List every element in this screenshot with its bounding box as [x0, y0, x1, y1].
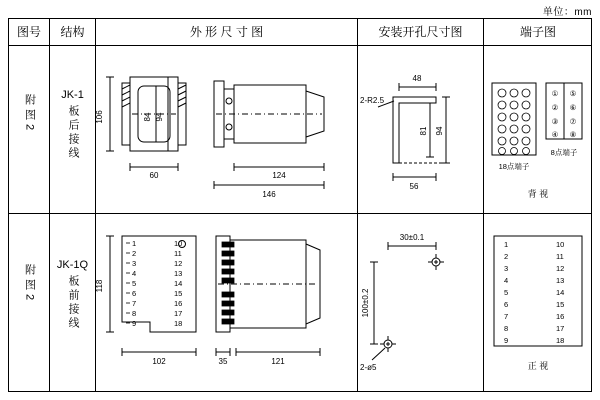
dim-94: 94 [435, 126, 444, 136]
dim-118: 118 [95, 279, 104, 293]
row2-term-11: 11 [174, 249, 182, 258]
terminal-num-1: ① [551, 89, 559, 98]
terminal-num-8: ⑧ [569, 130, 577, 139]
dim-48: 48 [412, 74, 422, 83]
dim-124: 124 [272, 171, 286, 180]
row2-term-14: 14 [174, 279, 183, 288]
row1-structure-model: JK-1 [61, 89, 84, 101]
dim-146: 146 [262, 190, 276, 199]
row2-term-label-12: 12 [556, 264, 565, 273]
terminal-num-5: ⑤ [569, 89, 577, 98]
terminal-num-2: ② [551, 103, 559, 112]
row2-term-label-6: 6 [504, 300, 509, 309]
row2-term-4: 4 [132, 269, 137, 278]
header-outline: 外 形 尺 寸 图 [189, 25, 264, 39]
row2-term-13: 13 [174, 269, 183, 278]
dim-30: 30±0.1 [399, 233, 425, 242]
terminal-num-6: ⑥ [569, 103, 577, 112]
row2-term-18: 18 [174, 319, 183, 328]
row2-term-label-1: 1 [504, 240, 509, 249]
row2-term-12: 12 [174, 259, 183, 268]
row2-term-8: 8 [132, 309, 137, 318]
row2-term-17: 17 [174, 309, 183, 318]
row2-terminal-view-label: 正 视 [527, 361, 549, 371]
dim-84: 84 [143, 112, 152, 122]
row2-term-16: 16 [174, 299, 183, 308]
row2-mounting-drawing [358, 214, 483, 392]
terminal-caption-left: 18点端子 [498, 162, 530, 171]
row2-term-9: 9 [132, 319, 137, 328]
terminal-caption-right: 8点端子 [550, 148, 578, 157]
dim-94: 94 [155, 112, 164, 122]
row1-outline-drawing [96, 45, 357, 213]
header-mounting: 安装开孔尺寸图 [378, 25, 463, 39]
terminal-num-3: ③ [551, 117, 559, 126]
dim-106: 106 [95, 110, 104, 124]
row2-term-label-10: 10 [556, 240, 565, 249]
row2-term-label-17: 17 [556, 324, 565, 333]
row2-term-label-15: 15 [556, 300, 565, 309]
dim-121: 121 [271, 357, 285, 366]
row1-fig-no: 附图2 [23, 94, 36, 135]
row2-structure-text: 板前接线 [67, 275, 79, 331]
terminal-num-7: ⑦ [569, 117, 577, 126]
row2-term-1: 1 [132, 239, 137, 248]
dim-100: 100±0.2 [361, 288, 370, 318]
dim-81: 81 [419, 126, 428, 136]
header-structure: 结构 [60, 25, 85, 39]
spec-table [8, 18, 592, 392]
row2-terminal-diagram [484, 214, 592, 392]
row2-term-label-8: 8 [504, 324, 509, 333]
row1-terminal-diagram [484, 45, 592, 213]
row2-term-label-5: 5 [504, 288, 509, 297]
row2-outline-drawing [96, 214, 357, 392]
row2-term-5: 5 [132, 279, 137, 288]
row2-fig-no: 附图2 [23, 264, 36, 305]
row2-term-label-7: 7 [504, 312, 509, 321]
dim-102: 102 [152, 357, 166, 366]
row2-term-label-13: 13 [556, 276, 565, 285]
dim-2-phi5: 2-ø5 [360, 363, 377, 372]
row2-term-label-3: 3 [504, 264, 509, 273]
row2-term-label-11: 11 [556, 252, 564, 261]
col-divider-1 [49, 19, 50, 391]
row2-term-label-2: 2 [504, 252, 509, 261]
row2-term-3: 3 [132, 259, 137, 268]
row1-mounting-drawing [358, 45, 483, 213]
dim-35: 35 [218, 357, 228, 366]
row2-term-label-9: 9 [504, 336, 509, 345]
row2-structure-model: JK-1Q [56, 259, 89, 271]
row2-term-label-16: 16 [556, 312, 565, 321]
row2-term-2: 2 [132, 249, 137, 258]
row2-term-label-18: 18 [556, 336, 565, 345]
row1-structure-text: 板后接线 [67, 105, 79, 161]
row2-term-7: 7 [132, 299, 137, 308]
row2-term-6: 6 [132, 289, 137, 298]
terminal-num-4: ④ [551, 130, 559, 139]
row2-term-15: 15 [174, 289, 183, 298]
header-terminal: 端子图 [519, 25, 556, 39]
row2-term-10: 10 [174, 239, 183, 248]
dim-2R25: 2-R2.5 [360, 96, 385, 105]
row2-term-label-4: 4 [504, 276, 509, 285]
header-fig-no: 图号 [16, 25, 41, 39]
dim-60: 60 [149, 171, 159, 180]
unit-note: 单位：mm [542, 7, 592, 18]
dim-56: 56 [409, 182, 419, 191]
row2-term-label-14: 14 [556, 288, 565, 297]
terminal-view-label: 背 视 [527, 189, 549, 199]
